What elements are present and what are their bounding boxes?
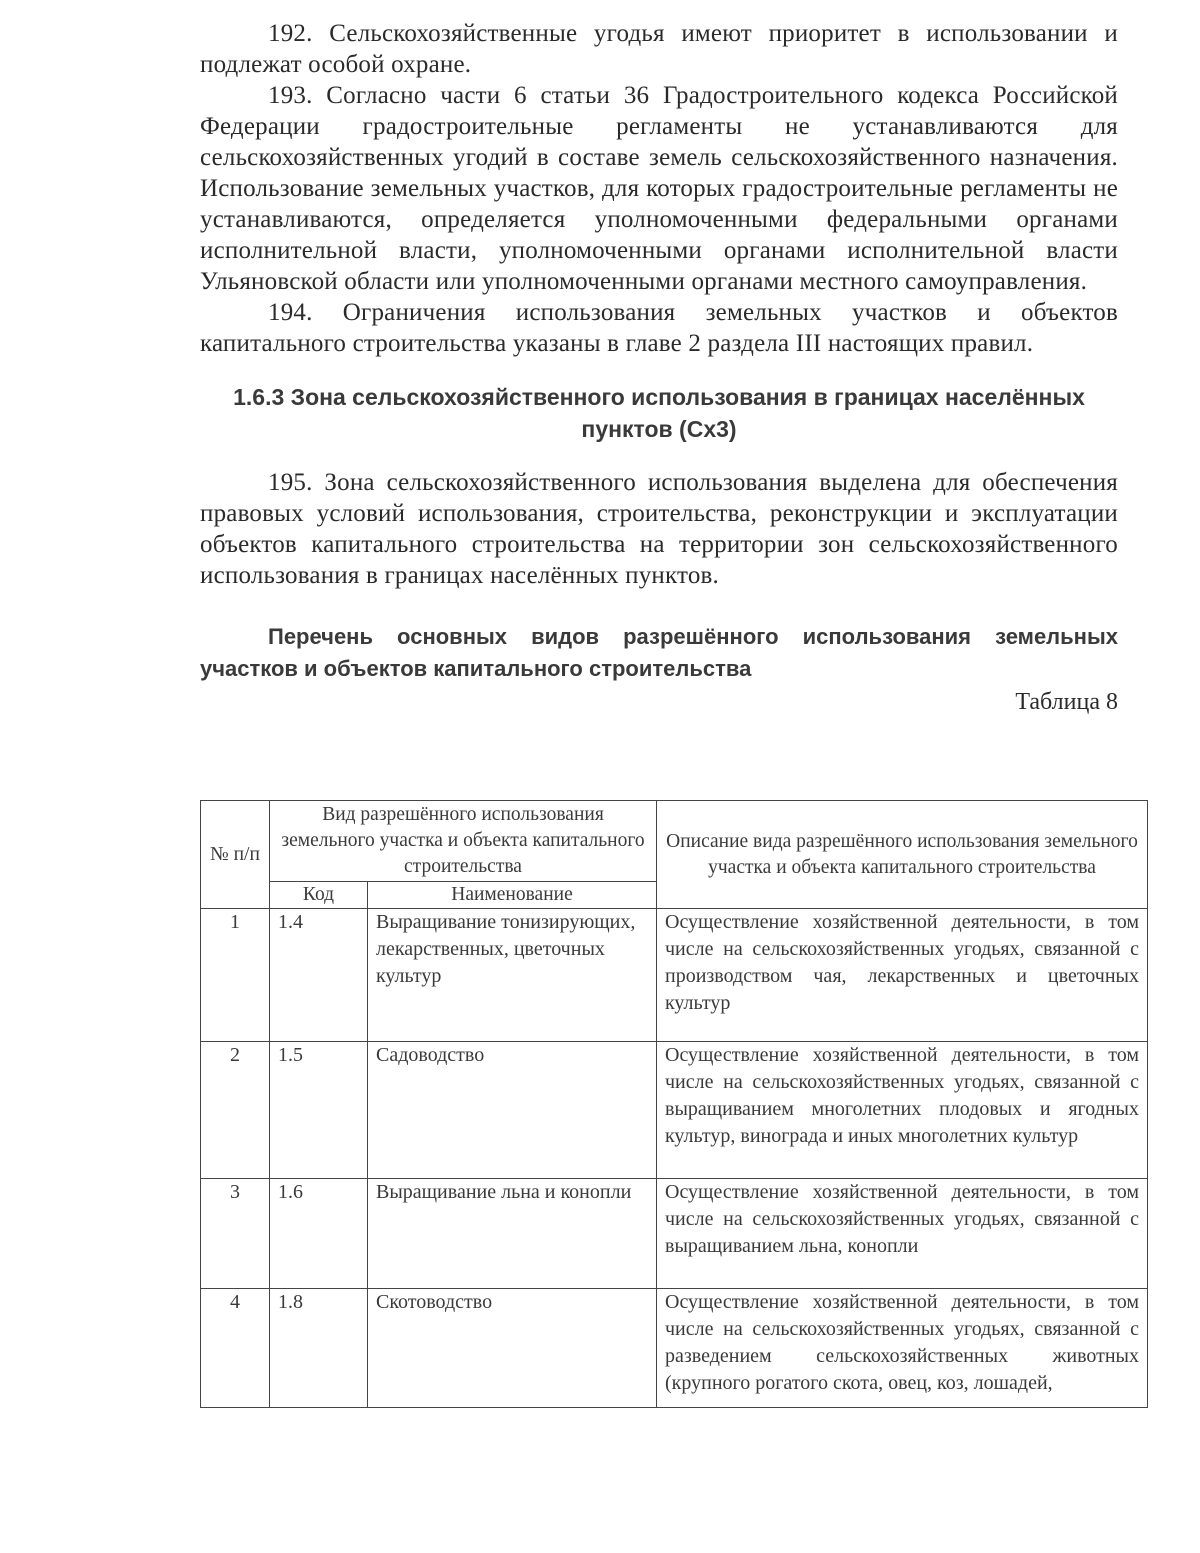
row-num: 4: [201, 1289, 270, 1408]
row-desc: Осуществление хозяйственной деятельности, в том числе на сельскохозяйственных угодьях, связанной с выращиванием многолетних плодовых и ягодных культур, винограда и иных многолетних культур: [657, 1042, 1148, 1179]
table-caption: Таблица 8: [1015, 689, 1118, 715]
header-code: Код: [270, 882, 368, 909]
table-row: [201, 1179, 1148, 1289]
table-row: [201, 1289, 1148, 1408]
row-code: 1.4: [270, 909, 368, 1042]
row-num: 1: [201, 909, 270, 1042]
table-header-row: [201, 801, 1148, 882]
section-heading: 1.6.3 Зона сельскохозяйственного использования в границах населённых пунктов (Сх3): [233, 384, 1085, 442]
paragraph-193: 193. Согласно части 6 статьи 36 Градостроительного кодекса Российской Федерации градостроительные регламенты не устанавливаются для сельскохозяйственных угодий в составе земель сельскохозяйственного назначения. Использование земельных участков, для которых градостроительные регламенты не устанавливаются, определяется уполномоченными федеральными органами исполнительной власти, уполномоченными органами исполнительной власти Ульяновской области или уполномоченными органами местного самоуправления.: [200, 82, 1118, 295]
header-name: Наименование: [368, 882, 657, 909]
paragraph-195: 195. Зона сельскохозяйственного использования выделена для обеспечения правовых условий использования, строительства, реконструкции и эксплуатации объектов капитального строительства на территории зон сельскохозяйственного использования в границах населённых пунктов.: [200, 469, 1118, 589]
list-title: Перечень основных видов разрешённого использования земельных участков и объектов капитального строительства: [200, 624, 1118, 681]
paragraph-194: 194. Ограничения использования земельных участков и объектов капитального строительства указаны в главе 2 раздела III настоящих правил.: [200, 299, 1118, 357]
paragraph-192: 192. Сельскохозяйственные угодья имеют приоритет в использовании и подлежат особой охране.: [200, 20, 1118, 78]
row-code: 1.6: [270, 1179, 368, 1289]
row-code: 1.8: [270, 1289, 368, 1408]
row-num: 3: [201, 1179, 270, 1289]
row-name: Выращивание тонизирующих, лекарственных, цветочных культур: [368, 909, 657, 1042]
land-use-table: [200, 800, 1148, 1408]
header-num: № п/п: [201, 801, 270, 909]
row-name: Скотоводство: [368, 1289, 657, 1408]
row-code: 1.5: [270, 1042, 368, 1179]
table-row: [201, 909, 1148, 1042]
table-row: [201, 1042, 1148, 1179]
header-desc: Описание вида разрешённого использования земельного участка и объекта капитального строительства: [657, 801, 1148, 909]
row-num: 2: [201, 1042, 270, 1179]
row-desc: Осуществление хозяйственной деятельности, в том числе на сельскохозяйственных угодьях, связанной с выращиванием льна, конопли: [657, 1179, 1148, 1289]
header-kind: Вид разрешённого использования земельного участка и объекта капитального строительства: [270, 801, 657, 882]
document-page: [200, 18, 1118, 715]
row-desc: Осуществление хозяйственной деятельности, в том числе на сельскохозяйственных угодьях, связанной с разведением сельскохозяйственных животных (крупного рогатого скота, овец, коз, лошадей,: [657, 1289, 1148, 1408]
row-name: Выращивание льна и конопли: [368, 1179, 657, 1289]
row-name: Садоводство: [368, 1042, 657, 1179]
row-desc: Осуществление хозяйственной деятельности, в том числе на сельскохозяйственных угодьях, связанной с производством чая, лекарственных и цветочных культур: [657, 909, 1148, 1042]
